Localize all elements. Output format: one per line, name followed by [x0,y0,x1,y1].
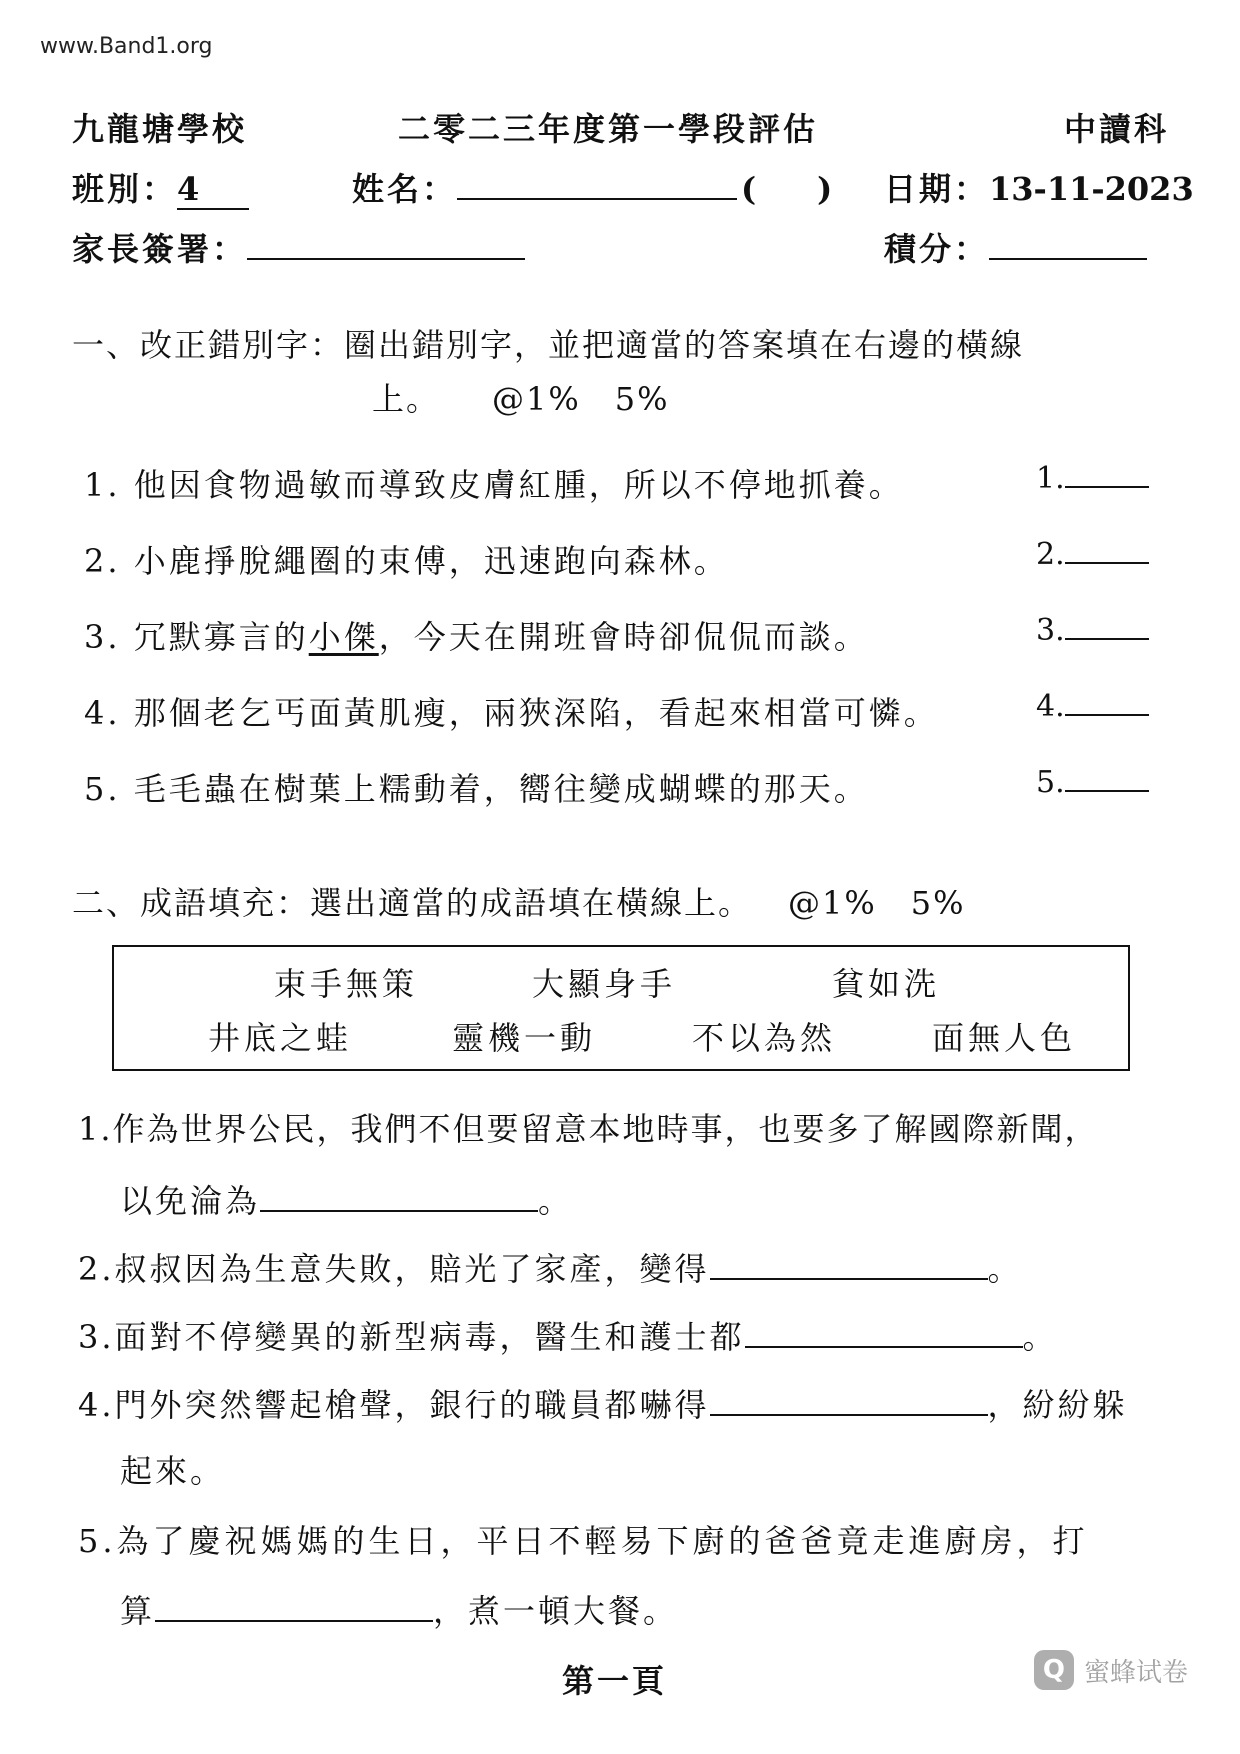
s2-blank-3[interactable] [745,1316,1023,1348]
s2-item-4-line2: 起來。 [120,1452,226,1490]
s1-answer-2[interactable]: 2. [1036,536,1149,572]
s2-item-2: 2.叔叔因為生意失敗，賠光了家產，變得 。 [78,1250,1023,1288]
name-blank[interactable] [457,168,737,200]
s2-blank-4[interactable] [710,1384,988,1416]
page-number: 第一頁 [562,1662,668,1700]
idiom-option: 貧如洗 [832,965,941,1003]
class-number-close: ) [817,170,836,208]
date-label: 日期： [884,170,990,208]
exam-title: 二零二三年度第一學段評估 [398,110,819,148]
watermark [1034,1650,1188,1690]
s1-item-5: 5. 毛毛蟲在樹葉上糯動着，嚮往變成蝴蝶的那天。 [84,770,869,808]
idiom-option: 井底之蛙 [208,1019,353,1057]
idiom-option: 不以為然 [692,1019,837,1057]
s2-blank-1[interactable] [260,1180,538,1212]
s2-item-5-line2: 算 ，煮一頓大餐。 [120,1592,679,1630]
site-url: www.Band1.org [40,34,213,59]
section2-title: 二、成語填充：選出適當的成語填在橫線上。 @1% 5% [72,884,966,922]
s1-item-2: 2. 小鹿掙脫繩圈的束傅，迅速跑向森林。 [84,542,729,580]
section1-title-line1: 一、改正錯別字：圈出錯別字，並把適當的答案填在右邊的橫線 [72,326,1025,364]
s2-item-1: 1.作為世界公民，我們不但要留意本地時事，也要多了解國際新聞， [78,1110,1099,1148]
section1-title-line2: 上。 @1% 5% [372,380,670,418]
class-number-open: ( [741,170,760,208]
score-blank[interactable] [989,228,1147,260]
underlined-name: 小傑 [308,618,379,656]
s2-item-1-line2: 以免淪為 。 [120,1182,574,1220]
s1-answer-5[interactable]: 5. [1036,764,1149,800]
s2-blank-2[interactable] [710,1248,988,1280]
s1-item-1: 1. 他因食物過敏而導致皮膚紅腫，所以不停地抓養。 [84,466,904,504]
idiom-options-box [112,945,1130,1071]
class-field [72,164,249,210]
name-field [352,164,835,210]
idiom-option: 束手無策 [274,965,419,1003]
s1-answer-1[interactable]: 1. [1036,460,1149,496]
parent-sign-label: 家長簽署： [72,230,248,268]
parent-sign-blank[interactable] [247,228,525,260]
score-field [884,224,1147,270]
score-label: 積分： [884,230,990,268]
watermark-logo-icon: Q [1034,1650,1074,1690]
subject: 中讀科 [1064,110,1170,148]
s2-blank-5[interactable] [155,1590,433,1622]
section2-marks: @1% 5% [788,884,966,922]
name-label: 姓名： [352,170,458,208]
school-name: 九龍塘學校 [72,110,248,148]
parent-sign-field [72,224,525,270]
s2-item-3: 3.面對不停變異的新型病毒，醫生和護士都 。 [78,1318,1058,1356]
s1-item-3: 3. 冗默寡言的小傑，今天在開班會時卻侃侃而談。 [84,618,869,656]
s2-item-5: 5.為了慶祝媽媽的生日，平日不輕易下廚的爸爸竟走進廚房，打 [78,1522,1089,1560]
class-value[interactable]: 4 [177,170,249,210]
idiom-option: 面無人色 [932,1019,1077,1057]
section1-marks: @1% 5% [492,380,670,418]
s1-item-4: 4. 那個老乞丐面黃肌瘦，兩狹深陷，看起來相當可憐。 [84,694,939,732]
idiom-option: 大顯身手 [532,965,677,1003]
date-value: 13-11-2023 [989,170,1194,208]
s1-answer-3[interactable]: 3. [1036,612,1149,648]
s1-answer-4[interactable]: 4. [1036,688,1149,724]
date-field [884,164,1194,210]
class-label: 班別： [72,170,178,208]
s2-item-4: 4.門外突然響起槍聲，銀行的職員都嚇得 ，紛紛躲 [78,1386,1128,1424]
idiom-option: 靈機一動 [452,1019,597,1057]
watermark-text: 蜜蜂试卷 [1083,1657,1188,1688]
